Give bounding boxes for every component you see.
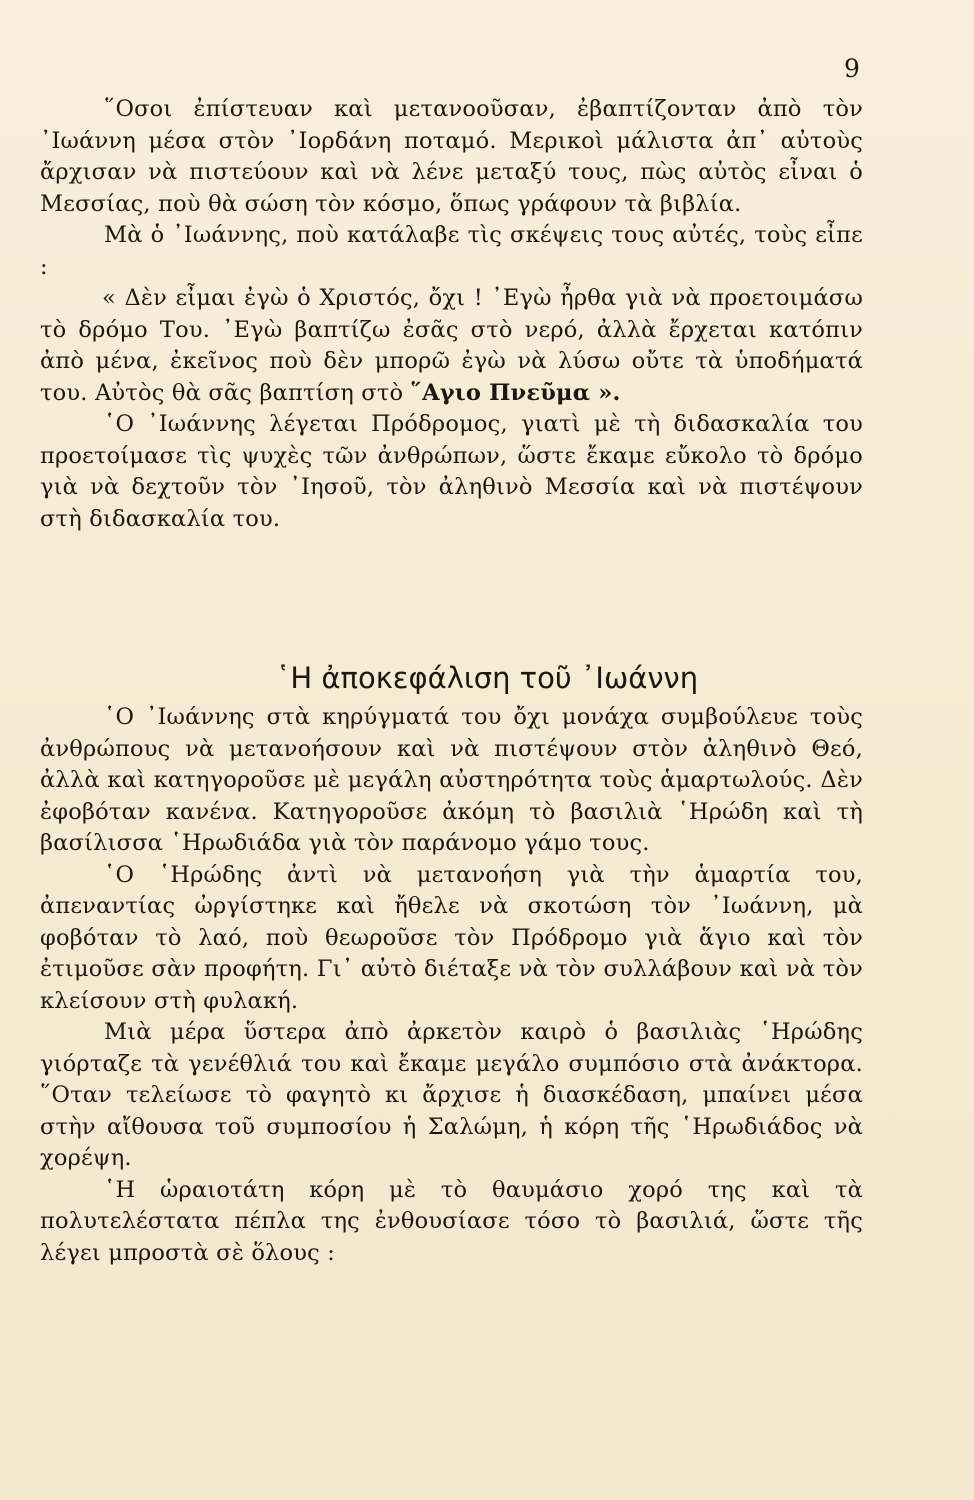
paragraph-feast: Μιὰ μέρα ὕστερα ἀπὸ ἀρκετὸν καιρὸ ὁ βασιλιὰς ῾Ηρώδης γιόρταζε τὰ γενέθλιά του καὶ ἔκαμε μεγάλο συμπόσιο στὰ ἀνάκτορα. ῞Οταν τελείωσε τὸ φαγητὸ κι ἄρχισε ἡ διασκέδαση, μπαίνει μέσα στὴν αἴθουσα τοῦ συμποσίου ἡ Σαλώμη, ἡ κόρη τῆς ῾Ηρωδιάδος νὰ χορέψη. xyxy=(40,1019,863,1171)
paragraph-quote xyxy=(40,283,863,409)
section-heading: ῾Η ἀποκεφάλιση τοῦ ᾿Ιωάννη xyxy=(275,661,699,695)
quote-bold-text: ῞Αγιο Πνεῦμα ». xyxy=(410,379,621,406)
paragraph-salome-dance: ῾Η ὡραιοτάτη κόρη μὲ τὸ θαυμάσιο χορό της καὶ τὰ πολυτελέστατα πέπλα της ἐνθουσίασε τόσο τὸ βασιλιά, ὥστε τῆς λέγει μπροστὰ σὲ ὅλους : xyxy=(40,1176,863,1266)
text-block-top xyxy=(40,94,863,535)
paragraph-preaching: ῾Ο ᾿Ιωάννης στὰ κηρύγματά του ὄχι μονάχα συμβούλευε τοὺς ἀνθρώπους νὰ μετανοήσουν καὶ νὰ πιστέψουν στὸν ἀληθινὸ Θεό, ἀλλὰ καὶ κατηγοροῦσε μὲ μεγάλη αὐστηρότητα τοὺς ἁμαρτωλούς. Δὲν ἐφοβόταν κανένα. Κατηγοροῦσε ἀκόμη τὸ βασιλιὰ ῾Ηρώδη καὶ τὴ βασίλισσα ῾Ηρωδιάδα γιὰ τὸν παράνομο γάμο τους. xyxy=(40,704,863,856)
paragraph-forerunner: ῾Ο ᾿Ιωάννης λέγεται Πρόδρομος, γιατὶ μὲ τὴ διδασκαλία του προετοίμασε τὶς ψυχὲς τῶν ἀνθρώπων, ὥστε ἔκαμε εὔκολο τὸ δρόμο γιὰ νὰ δεχτοῦν τὸν ᾿Ιησοῦ, τὸν ἀληθινὸ Μεσσία καὶ νὰ πιστέψουν στὴ διδασκαλία του. xyxy=(40,411,863,532)
paragraph-baptism: ῞Οσοι ἐπίστευαν καὶ μετανοοῦσαν, ἐβαπτίζονταν ἀπὸ τὸν ᾿Ιωάννη μέσα στὸν ᾿Ιορδάνη ποταμό. Μερικοὶ μάλιστα ἀπ᾿ αὐτοὺς ἄρχισαν νὰ πιστεύουν καὶ νὰ λένε μεταξύ τους, πὼς αὐτὸς εἶναι ὁ Μεσσίας, ποὺ θὰ σώση τὸν κόσμο, ὅπως γράφουν τὰ βιβλία. xyxy=(40,96,863,217)
text-block-bottom xyxy=(40,702,863,1269)
page-number: 9 xyxy=(844,54,860,83)
paragraph-john-said: Μὰ ὁ ᾿Ιωάννης, ποὺ κατάλαβε τὶς σκέψεις τους αὐτές, τοὺς εἶπε : xyxy=(40,222,863,280)
paragraph-herod-anger: ῾Ο ῾Ηρώδης ἀντὶ νὰ μετανοήση γιὰ τὴν ἁμαρτία του, ἀπεναντίας ὠργίστηκε καὶ ἤθελε νὰ σκοτώση τὸν ᾿Ιωάννη, μὰ φοβόταν τὸ λαό, ποὺ θεωροῦσε τὸν Πρόδρομο γιὰ ἅγιο καὶ τὸν ἐτιμοῦσε σὰν προφήτη. Γι᾿ αὐτὸ διέταξε νὰ τὸν συλλάβουν καὶ νὰ τὸν κλείσουν στὴ φυλακή. xyxy=(40,861,863,1014)
quote-text: « Δὲν εἶμαι ἐγὼ ὁ Χριστός, ὄχι ! ᾿Εγὼ ἦρθα γιὰ νὰ προετοιμάσω τὸ δρόμο Του. ᾿Εγὼ βαπτίζω ἐσᾶς στὸ νερό, ἀλλὰ ἔρχεται κατόπιν ἀπὸ μένα, ἐκεῖνος ποὺ δὲν μπορῶ ἐγὼ νὰ λύσω οὔτε τὰ ὑποδήματά του. Αὐτὸς θὰ σᾶς βαπτίση στὸ xyxy=(40,285,863,406)
